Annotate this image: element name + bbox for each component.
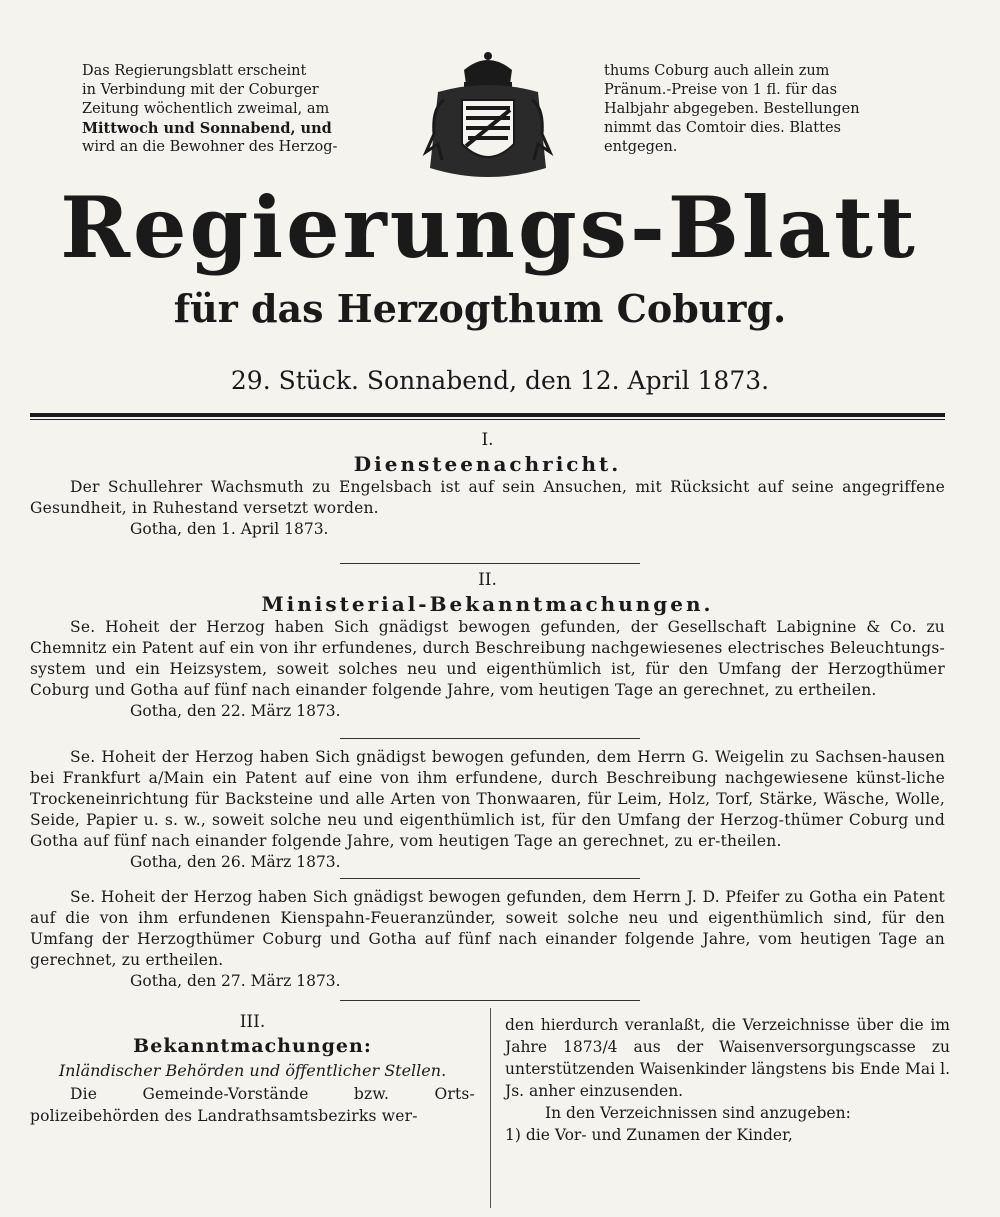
section-heading: Bekanntmachungen: (133, 1035, 372, 1057)
notice-date: Gotha, den 27. März 1873. (130, 972, 341, 990)
notice-line: wird an die Bewohner des Herzog- (82, 139, 338, 155)
section-heading: Diensteenachricht. (353, 452, 622, 476)
notice-line: Halbjahr abgegeben. Bestellungen (604, 101, 860, 117)
notice-date: Gotha, den 22. März 1873. (130, 702, 341, 720)
section-numeral: I. (481, 430, 494, 450)
notice-line: entgegen. (604, 139, 678, 155)
notice-line: Zeitung wöchentlich zweimal, am (82, 101, 330, 117)
section-3-left-column (30, 1012, 475, 1127)
header-rule (30, 413, 945, 420)
section-3-right-column (505, 1014, 950, 1146)
section-divider (340, 563, 640, 564)
notice-text: Se. Hoheit der Herzog haben Sich gnädigst bewogen gefunden, der Gesellschaft Labignine & Co. zu Chemnitz ein Patent auf ein von ihr erfundenes, durch Beschreibung nachgewiesenes electrisches Beleuchtungs-system und ein Heizsystem, soweit solches neu und eigenthümlich ist, für den Umfang der Herzogthümer Coburg und Gotha auf fünf nach einander folgende Jahre, vom heutigen Tage an gerechnet, zu ertheilen. (30, 618, 945, 699)
masthead-subtitle: für das Herzogthum Coburg. (173, 286, 787, 331)
masthead-title: Regierungs-Blatt (60, 178, 918, 277)
subscription-notice-left (82, 62, 354, 157)
section-divider (340, 1000, 640, 1001)
section-heading: Ministerial-Bekanntmachungen. (261, 592, 714, 616)
section-2-notice-3 (30, 887, 945, 992)
section-subheading: Inländischer Behörden und öffentlicher Stellen. (58, 1061, 447, 1080)
notice-text: den hierdurch veranlaßt, die Verzeichnisse über die im Jahre 1873/4 aus der Waisenversorgungscasse zu unterstützenden Waisenkinder längstens bis Ende Mai l. Js. anher einzusenden. (505, 1016, 950, 1100)
notice-line: in Verbindung mit der Coburger (82, 82, 319, 98)
notice-line: thums Coburg auch allein zum (604, 63, 830, 79)
ducal-coat-of-arms (418, 48, 558, 183)
notice-date: Gotha, den 1. April 1873. (130, 520, 329, 538)
list-item: 1) die Vor- und Zunamen der Kinder, (505, 1126, 793, 1144)
notice-text: In den Verzeichnissen sind anzugeben: (545, 1104, 851, 1122)
notice-divider (340, 878, 640, 879)
issue-line: 29. Stück. Sonnabend, den 12. April 1873. (230, 366, 770, 395)
notice-line: Das Regierungsblatt erscheint (82, 63, 307, 79)
notice-text: Der Schullehrer Wachsmuth zu Engelsbach ist auf sein Ansuchen, mit Rücksicht auf seine angegriffene Gesundheit, in Ruhestand versetzt worden. (30, 478, 945, 517)
section-numeral: II. (478, 570, 497, 590)
notice-date: Gotha, den 26. März 1873. (130, 853, 341, 871)
section-numeral: III. (239, 1012, 266, 1032)
notice-text: Se. Hoheit der Herzog haben Sich gnädigst bewogen gefunden, dem Herrn G. Weigelin zu Sachsen-hausen bei Frankfurt a/Main ein Patent auf eine von ihm erfundene, durch Beschreibung nachgewiesene künst-liche Trockeneinrichtung für Backsteine und alle Arten von Thonwaaren, für Leim, Holz, Torf, Stärke, Wäsche, Wolle, Seide, Papier u. s. w., soweit solche neu und eigenthümlich ist, für den Umfang der Herzog-thümer Coburg und Gotha auf fünf nach einander folgende Jahre, vom heutigen Tage an gerechnet, zu er-theilen. (30, 748, 945, 850)
notice-line: Mittwoch und Sonnabend, und (82, 120, 332, 137)
notice-text: Die Gemeinde-Vorstände bzw. Orts-polizeibehörden des Landrathsamtsbezirks wer- (30, 1085, 475, 1125)
notice-line: nimmt das Comtoir dies. Blattes (604, 120, 841, 136)
notice-line: Pränum.-Preise von 1 fl. für das (604, 82, 838, 98)
subscription-notice-right (604, 62, 900, 157)
notice-divider (340, 738, 640, 739)
section-1 (30, 430, 945, 540)
section-2 (30, 570, 945, 722)
notice-text: Se. Hoheit der Herzog haben Sich gnädigst bewogen gefunden, dem Herrn J. D. Pfeifer zu Gotha ein Patent auf die von ihm erfundenen Kienspahn-Feueranzünder, soweit solche neu und eigenthümlich sind, für den Umfang der Herzogthümer Coburg und Gotha auf fünf nach einander folgende Jahre, vom heutigen Tage an gerechnet, zu ertheilen. (30, 888, 945, 969)
column-divider (490, 1008, 491, 1208)
section-2-notice-2 (30, 747, 945, 873)
